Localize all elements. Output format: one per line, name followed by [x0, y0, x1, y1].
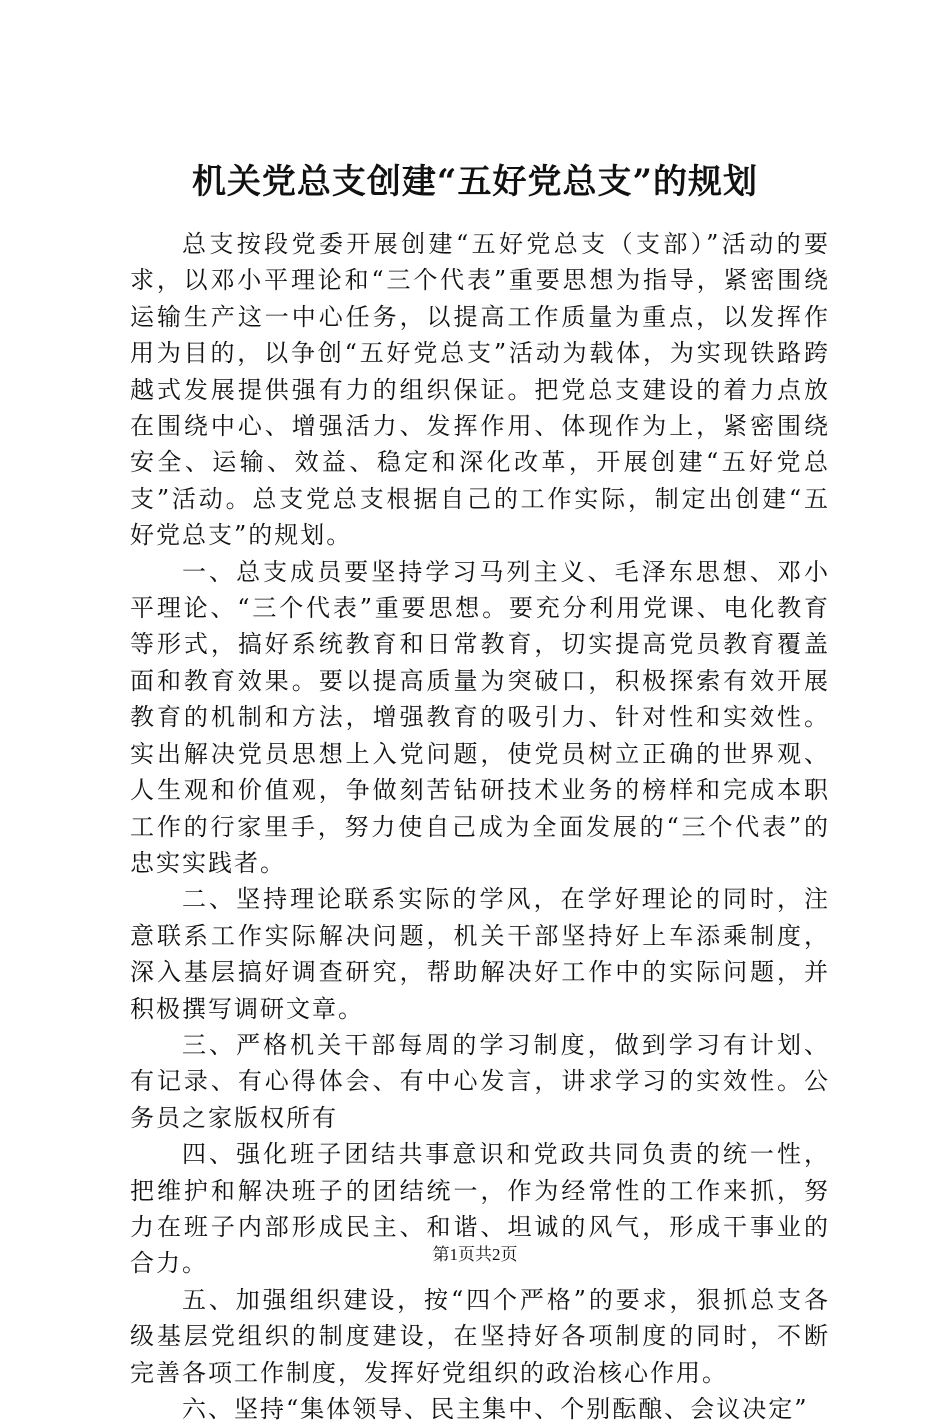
page-number-total: 共2页	[475, 1245, 518, 1264]
page-footer	[0, 1244, 950, 1266]
paragraph-4: 四、强化班子团结共事意识和党政共同负责的统一性，把维护和解决班子的团结统一，作为经常性的工作来抓，努力在班子内部形成民主、和谐、坦诚的风气，形成干事业的合力。	[130, 1140, 830, 1278]
paragraph-6: 六、坚持“集体领导、民主集中、个别酝酿、会议决定”	[182, 1395, 809, 1423]
document-title: 机关党总支创建“五好党总支”的规划	[191, 162, 759, 202]
paragraph-2: 二、坚持理论联系实际的学风，在学好理论的同时，注意联系工作实际解决问题，机关干部坚持好上车添乘制度，深入基层搞好调查研究，帮助解决好工作中的实际问题，并积极撰写调研文章。	[130, 885, 830, 1023]
paragraph-5: 五、加强组织建设，按“四个严格”的要求，狠抓总支各级基层党组织的制度建设，在坚持好各项制度的同时，不断完善各项工作制度，发挥好党组织的政治核心作用。	[130, 1285, 830, 1387]
paragraph-3: 三、严格机关干部每周的学习制度，做到学习有计划、有记录、有心得体会、有中心发言，讲求学习的实效性。公务员之家版权所有	[130, 1030, 830, 1132]
page-number-current: 第1页	[432, 1245, 475, 1264]
paragraph-1: 一、总支成员要坚持学习马列主义、毛泽东思想、邓小平理论、“三个代表”重要思想。要充分利用党课、电化教育等形式，搞好系统教育和日常教育，切实提高党员教育覆盖面和教育效果。要以提高质量为突破口，积极探索有效开展教育的机制和方法，增强教育的吸引力、针对性和实效性。实出解决党员思想上入党问题，使党员树立正确的世界观、人生观和价值观，争做刻苦钻研技术业务的榜样和完成本职工作的行家里手，努力使自己成为全面发展的“三个代表”的忠实实践者。	[130, 557, 830, 877]
paragraph-intro: 总支按段党委开展创建“五好党总支（支部）”活动的要求，以邓小平理论和“三个代表”重要思想为指导，紧密围绕运输生产这一中心任务，以提高工作质量为重点，以发挥作用为目的，以争创“五好党总支”活动为载体，为实现铁路跨越式发展提供强有力的组织保证。把党总支建设的着力点放在围绕中心、增强活力、发挥作用、体现作为上，紧密围绕安全、运输、效益、稳定和深化改革，开展创建“五好党总支”活动。总支党总支根据自己的工作实际，制定出创建“五好党总支”的规划。	[130, 230, 830, 550]
